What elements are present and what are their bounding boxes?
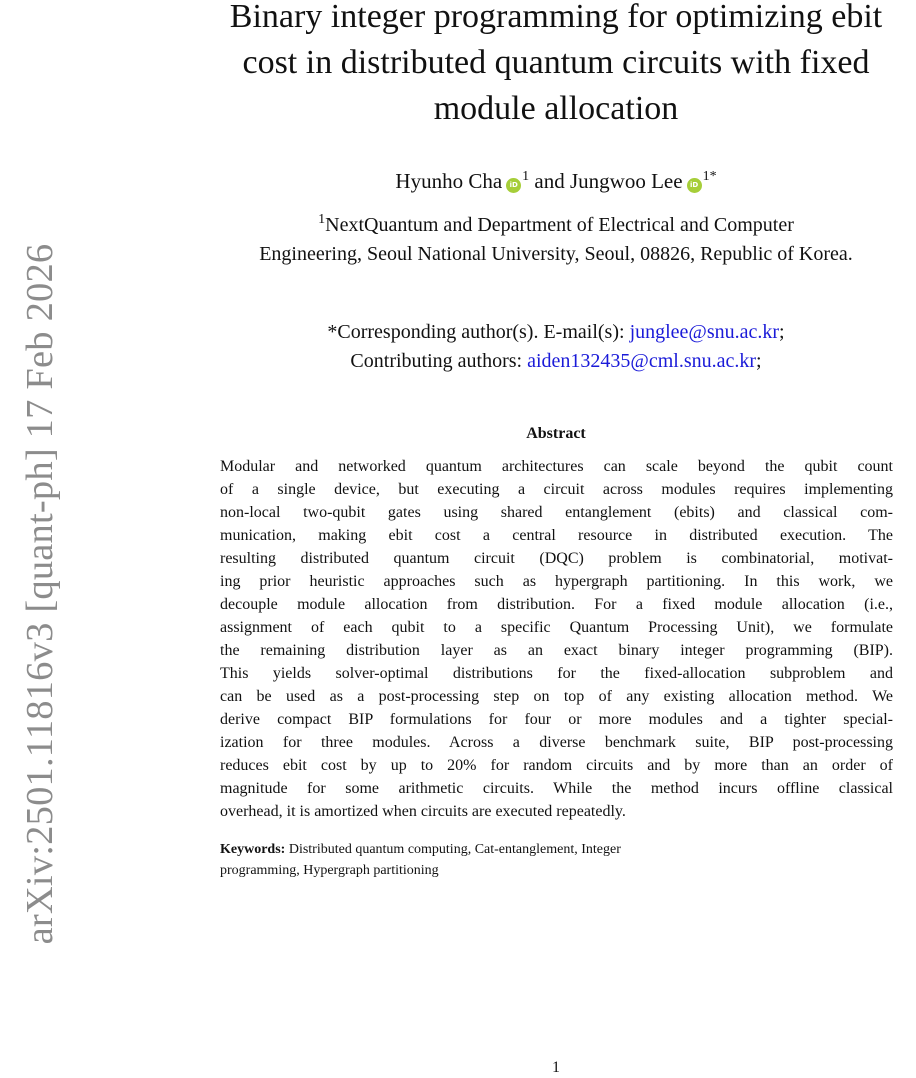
affiliation-line: Engineering, Seoul National University, Seoul, 08826, Republic of Korea. <box>259 243 853 265</box>
correspondence <box>196 318 916 376</box>
author-name-second: Jungwoo Lee <box>570 169 683 193</box>
title-line: cost in distributed quantum circuits with fixed <box>242 44 870 81</box>
abstract-heading: Abstract <box>526 425 586 442</box>
abstract-line: can be used as a post-processing step on top of any existing allocation method. We <box>220 688 893 705</box>
abstract-line: of a single device, but executing a circuit across modules requires implementing <box>220 481 893 498</box>
keywords-label: Keywords: <box>220 842 286 857</box>
author-list <box>196 166 916 196</box>
orcid-icon[interactable]: iD <box>687 178 702 193</box>
arxiv-identifier-stamp: arXiv:2501.11816v3 [quant-ph] 17 Feb 2026 <box>19 243 61 945</box>
abstract-line: non-local two-qubit gates using shared entanglement (ebits) and classical com- <box>220 504 893 521</box>
abstract-line: Modular and networked quantum architectures can scale beyond the qubit count <box>220 458 893 475</box>
keywords <box>220 839 893 881</box>
abstract-line: derive compact BIP formulations for four or more modules and a tighter special- <box>220 711 893 728</box>
abstract-line: ization for three modules. Across a diverse benchmark suite, BIP post-processing <box>220 734 893 751</box>
page-number: 1 <box>552 1059 560 1076</box>
affiliation-mark: 1 <box>318 212 326 227</box>
abstract-line: reduces ebit cost by up to 20% for random circuits and by more than an order of <box>220 757 893 774</box>
abstract-line: overhead, it is amortized when circuits are executed repeatedly. <box>220 803 626 820</box>
abstract-line: magnitude for some arithmetic circuits. While the method incurs offline classical <box>220 780 893 797</box>
keywords-line: programming, Hypergraph partitioning <box>220 863 439 878</box>
paper-title <box>196 0 916 132</box>
contributing-email-link[interactable]: aiden132435@cml.snu.ac.kr <box>527 350 757 372</box>
title-line: module allocation <box>433 90 679 127</box>
abstract-line: the remaining distribution layer as an exact binary integer programming (BIP). <box>220 642 893 659</box>
abstract-body <box>220 455 893 823</box>
orcid-icon[interactable]: iD <box>506 178 521 193</box>
author-affiliation-mark: 1* <box>702 169 717 184</box>
contributing-line: Contributing authors: aiden132435@cml.snu.ac.kr; <box>350 350 762 372</box>
abstract-line: This yields solver-optimal distributions for the fixed-allocation subproblem and <box>220 665 893 682</box>
abstract-line: decouple module allocation from distribution. For a fixed module allocation (i.e., <box>220 596 893 613</box>
abstract-line: ing prior heuristic approaches such as hypergraph partitioning. In this work, we <box>220 573 893 590</box>
corresponding-email-link[interactable]: junglee@snu.ac.kr <box>629 321 780 343</box>
corresponding-line: *Corresponding author(s). E-mail(s): junglee@snu.ac.kr; <box>327 321 785 343</box>
author-connector: and <box>534 169 565 193</box>
title-line: Binary integer programming for optimizing ebit <box>229 0 883 35</box>
author-affiliation-mark: 1 <box>522 169 530 184</box>
affiliation-line: $^1$NextQuantum and Department of Electrical and Computer <box>318 212 794 236</box>
affiliation <box>190 211 916 269</box>
abstract-line: assignment of each qubit to a specific Quantum Processing Unit), we formulate <box>220 619 893 636</box>
abstract-line: resulting distributed quantum circuit (DQC) problem is combinatorial, motivat- <box>220 550 893 567</box>
author-name-first: Hyunho Cha <box>395 169 503 193</box>
abstract-line: munication, making ebit cost a central resource in distributed execution. The <box>220 527 893 544</box>
keywords-line: Keywords: Distributed quantum computing, Cat-entanglement, Integer <box>220 842 621 857</box>
